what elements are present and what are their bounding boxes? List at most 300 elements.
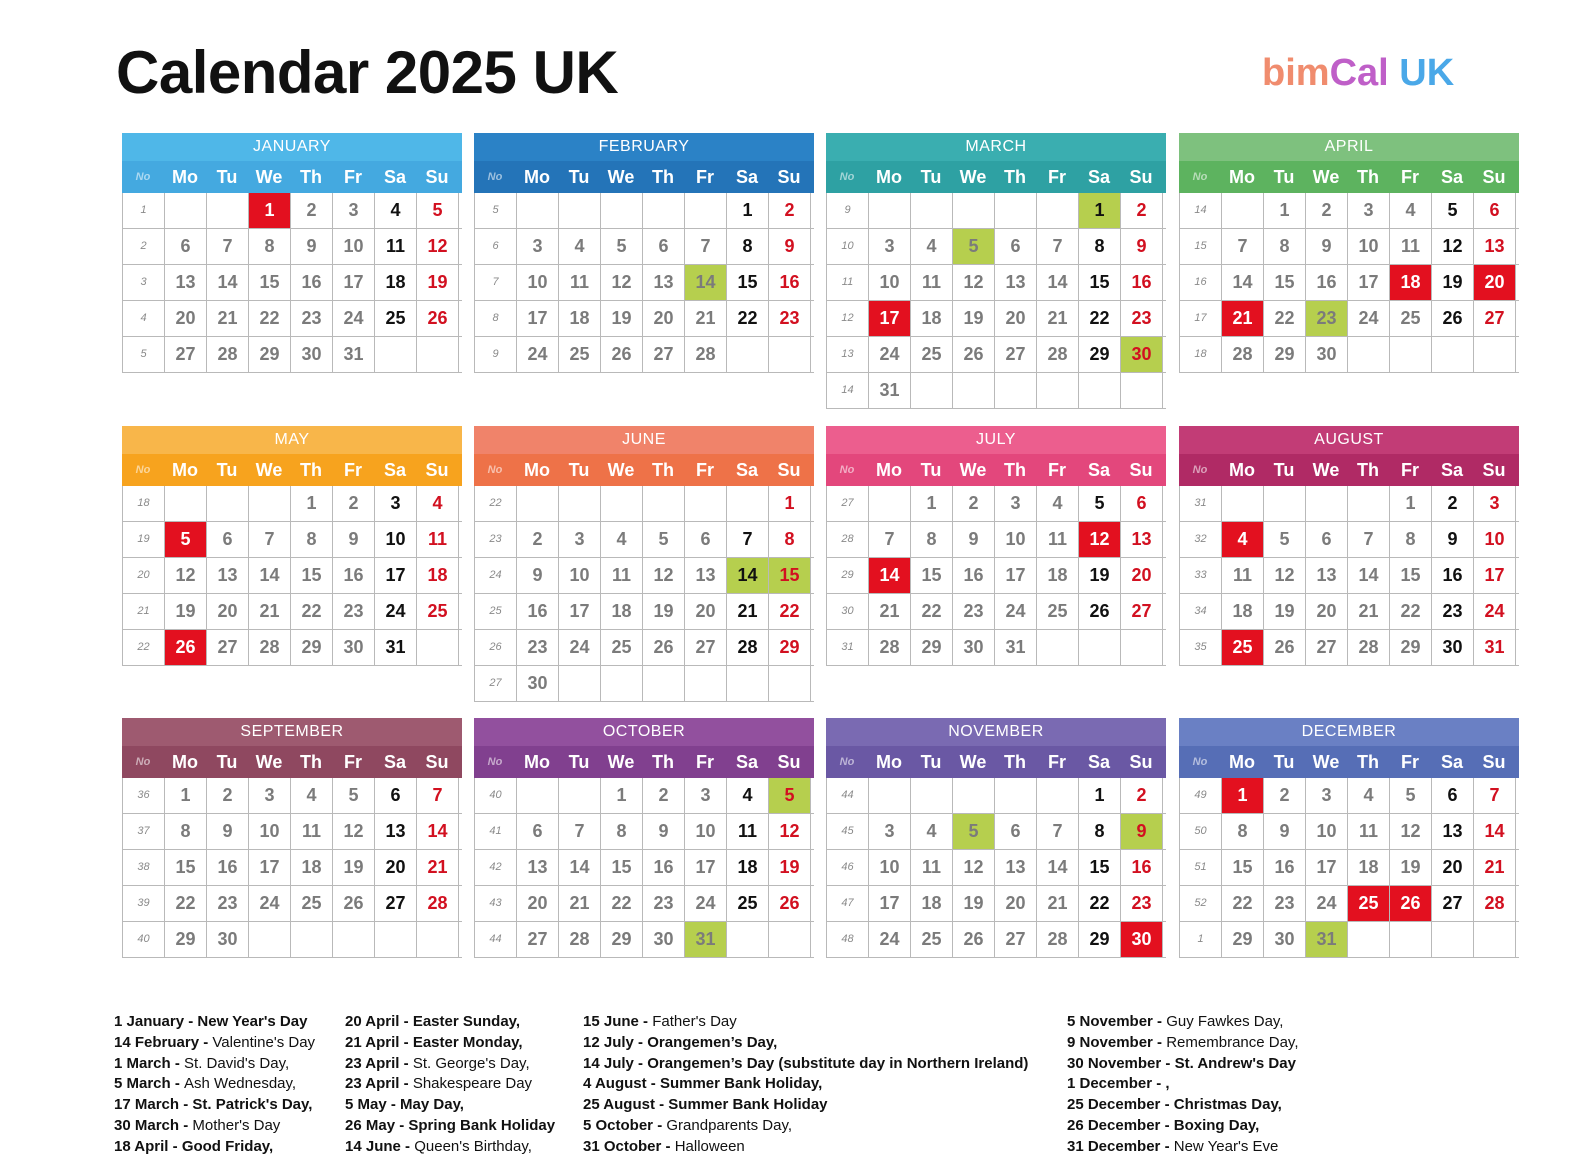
day-cell[interactable]: 11 — [1390, 229, 1432, 264]
day-cell[interactable]: 25 — [1390, 301, 1432, 336]
day-cell[interactable]: 26 — [1432, 301, 1474, 336]
day-cell[interactable]: 6 — [1432, 778, 1474, 813]
day-cell[interactable]: 1 — [1390, 486, 1432, 521]
day-cell[interactable]: 17 — [333, 265, 375, 300]
day-cell[interactable]: 29 — [1264, 337, 1306, 372]
day-cell[interactable]: 27 — [207, 630, 249, 665]
day-cell[interactable]: 27 — [643, 337, 685, 372]
day-cell[interactable]: 30 — [953, 630, 995, 665]
day-cell[interactable]: 27 — [1474, 301, 1516, 336]
day-cell[interactable]: 3 — [869, 229, 911, 264]
day-cell[interactable]: 27 — [517, 922, 559, 957]
day-cell[interactable]: 4 — [1222, 522, 1264, 557]
day-cell[interactable]: 4 — [727, 778, 769, 813]
day-cell[interactable]: 17 — [1306, 850, 1348, 885]
day-cell[interactable]: 18 — [727, 850, 769, 885]
day-cell[interactable]: 3 — [559, 522, 601, 557]
day-cell[interactable]: 5 — [601, 229, 643, 264]
day-cell[interactable]: 23 — [517, 630, 559, 665]
day-cell[interactable]: 7 — [685, 229, 727, 264]
day-cell[interactable]: 19 — [1264, 594, 1306, 629]
day-cell[interactable]: 30 — [1121, 337, 1163, 372]
day-cell[interactable]: 26 — [333, 886, 375, 921]
day-cell[interactable]: 24 — [869, 337, 911, 372]
day-cell[interactable]: 29 — [1390, 630, 1432, 665]
day-cell[interactable]: 31 — [869, 373, 911, 408]
day-cell[interactable]: 20 — [643, 301, 685, 336]
day-cell[interactable]: 12 — [643, 558, 685, 593]
day-cell[interactable]: 8 — [1079, 229, 1121, 264]
day-cell[interactable]: 6 — [1121, 486, 1163, 521]
day-cell[interactable]: 22 — [165, 886, 207, 921]
day-cell[interactable]: 4 — [559, 229, 601, 264]
day-cell[interactable]: 28 — [1474, 886, 1516, 921]
day-cell[interactable]: 19 — [417, 265, 459, 300]
day-cell[interactable]: 23 — [1121, 886, 1163, 921]
day-cell[interactable]: 5 — [1079, 486, 1121, 521]
day-cell[interactable]: 12 — [1079, 522, 1121, 557]
day-cell[interactable]: 6 — [375, 778, 417, 813]
day-cell[interactable]: 19 — [769, 850, 811, 885]
day-cell[interactable]: 10 — [559, 558, 601, 593]
day-cell[interactable]: 1 — [291, 486, 333, 521]
day-cell[interactable]: 14 — [1474, 814, 1516, 849]
day-cell[interactable]: 23 — [1432, 594, 1474, 629]
day-cell[interactable]: 3 — [1474, 486, 1516, 521]
day-cell[interactable]: 23 — [291, 301, 333, 336]
day-cell[interactable]: 24 — [685, 886, 727, 921]
day-cell[interactable]: 2 — [1306, 193, 1348, 228]
day-cell[interactable]: 12 — [165, 558, 207, 593]
day-cell[interactable]: 21 — [559, 886, 601, 921]
day-cell[interactable]: 28 — [1037, 922, 1079, 957]
day-cell[interactable]: 22 — [291, 594, 333, 629]
day-cell[interactable]: 16 — [517, 594, 559, 629]
day-cell[interactable]: 18 — [1222, 594, 1264, 629]
day-cell[interactable]: 29 — [601, 922, 643, 957]
day-cell[interactable]: 14 — [1222, 265, 1264, 300]
day-cell[interactable]: 7 — [1474, 778, 1516, 813]
day-cell[interactable]: 14 — [1037, 265, 1079, 300]
day-cell[interactable]: 24 — [375, 594, 417, 629]
day-cell[interactable]: 15 — [165, 850, 207, 885]
day-cell[interactable]: 15 — [769, 558, 811, 593]
day-cell[interactable]: 20 — [207, 594, 249, 629]
day-cell[interactable]: 6 — [165, 229, 207, 264]
day-cell[interactable]: 8 — [249, 229, 291, 264]
day-cell[interactable]: 19 — [953, 886, 995, 921]
day-cell[interactable]: 21 — [685, 301, 727, 336]
day-cell[interactable]: 16 — [1121, 265, 1163, 300]
day-cell[interactable]: 15 — [291, 558, 333, 593]
day-cell[interactable]: 29 — [1079, 337, 1121, 372]
day-cell[interactable]: 1 — [249, 193, 291, 228]
day-cell[interactable]: 13 — [685, 558, 727, 593]
day-cell[interactable]: 13 — [995, 265, 1037, 300]
day-cell[interactable]: 9 — [1121, 229, 1163, 264]
day-cell[interactable]: 20 — [517, 886, 559, 921]
day-cell[interactable]: 28 — [1037, 337, 1079, 372]
day-cell[interactable]: 6 — [995, 229, 1037, 264]
day-cell[interactable]: 26 — [1390, 886, 1432, 921]
day-cell[interactable]: 8 — [1264, 229, 1306, 264]
day-cell[interactable]: 2 — [769, 193, 811, 228]
day-cell[interactable]: 28 — [727, 630, 769, 665]
day-cell[interactable]: 22 — [1264, 301, 1306, 336]
day-cell[interactable]: 27 — [375, 886, 417, 921]
day-cell[interactable]: 23 — [643, 886, 685, 921]
day-cell[interactable]: 5 — [1390, 778, 1432, 813]
day-cell[interactable]: 20 — [1432, 850, 1474, 885]
day-cell[interactable]: 7 — [869, 522, 911, 557]
day-cell[interactable]: 14 — [685, 265, 727, 300]
day-cell[interactable]: 7 — [559, 814, 601, 849]
day-cell[interactable]: 23 — [207, 886, 249, 921]
day-cell[interactable]: 4 — [1390, 193, 1432, 228]
day-cell[interactable]: 24 — [869, 922, 911, 957]
day-cell[interactable]: 24 — [249, 886, 291, 921]
day-cell[interactable]: 14 — [727, 558, 769, 593]
day-cell[interactable]: 2 — [1121, 778, 1163, 813]
day-cell[interactable]: 22 — [911, 594, 953, 629]
day-cell[interactable]: 29 — [911, 630, 953, 665]
day-cell[interactable]: 10 — [995, 522, 1037, 557]
day-cell[interactable]: 20 — [995, 301, 1037, 336]
day-cell[interactable]: 18 — [911, 886, 953, 921]
day-cell[interactable]: 20 — [165, 301, 207, 336]
day-cell[interactable]: 29 — [769, 630, 811, 665]
day-cell[interactable]: 18 — [1037, 558, 1079, 593]
day-cell[interactable]: 11 — [559, 265, 601, 300]
day-cell[interactable]: 21 — [1348, 594, 1390, 629]
day-cell[interactable]: 22 — [1390, 594, 1432, 629]
day-cell[interactable]: 26 — [417, 301, 459, 336]
day-cell[interactable]: 16 — [333, 558, 375, 593]
day-cell[interactable]: 10 — [1306, 814, 1348, 849]
day-cell[interactable]: 26 — [953, 922, 995, 957]
day-cell[interactable]: 31 — [995, 630, 1037, 665]
day-cell[interactable]: 31 — [1306, 922, 1348, 957]
day-cell[interactable]: 8 — [165, 814, 207, 849]
day-cell[interactable]: 19 — [953, 301, 995, 336]
day-cell[interactable]: 27 — [1121, 594, 1163, 629]
day-cell[interactable]: 14 — [559, 850, 601, 885]
day-cell[interactable]: 30 — [333, 630, 375, 665]
day-cell[interactable]: 5 — [1432, 193, 1474, 228]
day-cell[interactable]: 18 — [417, 558, 459, 593]
day-cell[interactable]: 2 — [1432, 486, 1474, 521]
day-cell[interactable]: 18 — [601, 594, 643, 629]
day-cell[interactable]: 7 — [207, 229, 249, 264]
day-cell[interactable]: 26 — [601, 337, 643, 372]
day-cell[interactable]: 31 — [375, 630, 417, 665]
day-cell[interactable]: 17 — [517, 301, 559, 336]
day-cell[interactable]: 16 — [643, 850, 685, 885]
day-cell[interactable]: 2 — [1121, 193, 1163, 228]
day-cell[interactable]: 26 — [1264, 630, 1306, 665]
day-cell[interactable]: 10 — [869, 850, 911, 885]
day-cell[interactable]: 5 — [953, 814, 995, 849]
brand-logo[interactable] — [1262, 52, 1454, 95]
day-cell[interactable]: 1 — [601, 778, 643, 813]
day-cell[interactable]: 15 — [727, 265, 769, 300]
day-cell[interactable]: 26 — [953, 337, 995, 372]
day-cell[interactable]: 15 — [1264, 265, 1306, 300]
day-cell[interactable]: 4 — [601, 522, 643, 557]
day-cell[interactable]: 4 — [1037, 486, 1079, 521]
day-cell[interactable]: 2 — [953, 486, 995, 521]
day-cell[interactable]: 17 — [1474, 558, 1516, 593]
day-cell[interactable]: 17 — [995, 558, 1037, 593]
day-cell[interactable]: 25 — [1222, 630, 1264, 665]
day-cell[interactable]: 2 — [643, 778, 685, 813]
day-cell[interactable]: 6 — [643, 229, 685, 264]
day-cell[interactable]: 10 — [333, 229, 375, 264]
day-cell[interactable]: 14 — [869, 558, 911, 593]
day-cell[interactable]: 17 — [1348, 265, 1390, 300]
day-cell[interactable]: 1 — [769, 486, 811, 521]
day-cell[interactable]: 19 — [1079, 558, 1121, 593]
day-cell[interactable]: 9 — [643, 814, 685, 849]
day-cell[interactable]: 17 — [559, 594, 601, 629]
day-cell[interactable]: 11 — [1348, 814, 1390, 849]
day-cell[interactable]: 9 — [1306, 229, 1348, 264]
day-cell[interactable]: 16 — [291, 265, 333, 300]
day-cell[interactable]: 18 — [911, 301, 953, 336]
day-cell[interactable]: 16 — [1432, 558, 1474, 593]
day-cell[interactable]: 28 — [559, 922, 601, 957]
day-cell[interactable]: 6 — [1306, 522, 1348, 557]
day-cell[interactable]: 12 — [769, 814, 811, 849]
day-cell[interactable]: 22 — [727, 301, 769, 336]
day-cell[interactable]: 14 — [207, 265, 249, 300]
day-cell[interactable]: 31 — [685, 922, 727, 957]
day-cell[interactable]: 5 — [643, 522, 685, 557]
day-cell[interactable]: 22 — [1079, 301, 1121, 336]
day-cell[interactable]: 6 — [1474, 193, 1516, 228]
day-cell[interactable]: 17 — [685, 850, 727, 885]
day-cell[interactable]: 5 — [417, 193, 459, 228]
day-cell[interactable]: 7 — [417, 778, 459, 813]
day-cell[interactable]: 8 — [769, 522, 811, 557]
day-cell[interactable]: 2 — [517, 522, 559, 557]
day-cell[interactable]: 25 — [291, 886, 333, 921]
day-cell[interactable]: 1 — [165, 778, 207, 813]
day-cell[interactable]: 10 — [1474, 522, 1516, 557]
day-cell[interactable]: 29 — [1222, 922, 1264, 957]
day-cell[interactable]: 25 — [727, 886, 769, 921]
day-cell[interactable]: 16 — [207, 850, 249, 885]
day-cell[interactable]: 24 — [333, 301, 375, 336]
day-cell[interactable]: 18 — [375, 265, 417, 300]
day-cell[interactable]: 21 — [1474, 850, 1516, 885]
day-cell[interactable]: 16 — [1264, 850, 1306, 885]
day-cell[interactable]: 5 — [1264, 522, 1306, 557]
day-cell[interactable]: 20 — [1306, 594, 1348, 629]
day-cell[interactable]: 13 — [1432, 814, 1474, 849]
day-cell[interactable]: 21 — [1222, 301, 1264, 336]
day-cell[interactable]: 18 — [1390, 265, 1432, 300]
day-cell[interactable]: 21 — [869, 594, 911, 629]
day-cell[interactable]: 15 — [249, 265, 291, 300]
day-cell[interactable]: 21 — [1037, 301, 1079, 336]
day-cell[interactable]: 8 — [1079, 814, 1121, 849]
day-cell[interactable]: 2 — [333, 486, 375, 521]
day-cell[interactable]: 13 — [995, 850, 1037, 885]
day-cell[interactable]: 12 — [601, 265, 643, 300]
day-cell[interactable]: 8 — [291, 522, 333, 557]
day-cell[interactable]: 1 — [1079, 778, 1121, 813]
day-cell[interactable]: 26 — [1079, 594, 1121, 629]
day-cell[interactable]: 10 — [517, 265, 559, 300]
day-cell[interactable]: 15 — [601, 850, 643, 885]
day-cell[interactable]: 10 — [1348, 229, 1390, 264]
day-cell[interactable]: 11 — [1037, 522, 1079, 557]
day-cell[interactable]: 2 — [291, 193, 333, 228]
day-cell[interactable]: 30 — [1121, 922, 1163, 957]
day-cell[interactable]: 14 — [1348, 558, 1390, 593]
day-cell[interactable]: 25 — [417, 594, 459, 629]
day-cell[interactable]: 13 — [165, 265, 207, 300]
day-cell[interactable]: 28 — [417, 886, 459, 921]
day-cell[interactable]: 10 — [869, 265, 911, 300]
day-cell[interactable]: 25 — [1037, 594, 1079, 629]
day-cell[interactable]: 28 — [249, 630, 291, 665]
day-cell[interactable]: 20 — [995, 886, 1037, 921]
day-cell[interactable]: 8 — [1390, 522, 1432, 557]
day-cell[interactable]: 25 — [1348, 886, 1390, 921]
day-cell[interactable]: 26 — [769, 886, 811, 921]
day-cell[interactable]: 22 — [601, 886, 643, 921]
day-cell[interactable]: 5 — [333, 778, 375, 813]
day-cell[interactable]: 1 — [1079, 193, 1121, 228]
day-cell[interactable]: 20 — [1121, 558, 1163, 593]
day-cell[interactable]: 15 — [1390, 558, 1432, 593]
day-cell[interactable]: 12 — [417, 229, 459, 264]
day-cell[interactable]: 11 — [375, 229, 417, 264]
day-cell[interactable]: 7 — [1348, 522, 1390, 557]
day-cell[interactable]: 4 — [291, 778, 333, 813]
day-cell[interactable]: 6 — [995, 814, 1037, 849]
day-cell[interactable]: 9 — [1264, 814, 1306, 849]
day-cell[interactable]: 12 — [1390, 814, 1432, 849]
day-cell[interactable]: 25 — [375, 301, 417, 336]
day-cell[interactable]: 9 — [207, 814, 249, 849]
day-cell[interactable]: 30 — [1306, 337, 1348, 372]
day-cell[interactable]: 3 — [1348, 193, 1390, 228]
day-cell[interactable]: 30 — [207, 922, 249, 957]
day-cell[interactable]: 20 — [1474, 265, 1516, 300]
day-cell[interactable]: 4 — [1348, 778, 1390, 813]
day-cell[interactable]: 21 — [207, 301, 249, 336]
day-cell[interactable]: 27 — [685, 630, 727, 665]
day-cell[interactable]: 14 — [249, 558, 291, 593]
day-cell[interactable]: 9 — [769, 229, 811, 264]
day-cell[interactable]: 27 — [995, 922, 1037, 957]
day-cell[interactable]: 7 — [1222, 229, 1264, 264]
day-cell[interactable]: 22 — [249, 301, 291, 336]
day-cell[interactable]: 20 — [685, 594, 727, 629]
day-cell[interactable]: 24 — [559, 630, 601, 665]
day-cell[interactable]: 30 — [517, 666, 559, 701]
day-cell[interactable]: 16 — [769, 265, 811, 300]
day-cell[interactable]: 5 — [769, 778, 811, 813]
day-cell[interactable]: 22 — [769, 594, 811, 629]
day-cell[interactable]: 21 — [417, 850, 459, 885]
day-cell[interactable]: 16 — [1306, 265, 1348, 300]
day-cell[interactable]: 17 — [869, 301, 911, 336]
day-cell[interactable]: 20 — [375, 850, 417, 885]
day-cell[interactable]: 30 — [291, 337, 333, 372]
day-cell[interactable]: 29 — [249, 337, 291, 372]
day-cell[interactable]: 13 — [643, 265, 685, 300]
day-cell[interactable]: 24 — [517, 337, 559, 372]
day-cell[interactable]: 27 — [1306, 630, 1348, 665]
day-cell[interactable]: 15 — [1222, 850, 1264, 885]
day-cell[interactable]: 17 — [869, 886, 911, 921]
day-cell[interactable]: 15 — [1079, 265, 1121, 300]
day-cell[interactable]: 9 — [953, 522, 995, 557]
day-cell[interactable]: 15 — [911, 558, 953, 593]
day-cell[interactable]: 8 — [601, 814, 643, 849]
day-cell[interactable]: 28 — [1222, 337, 1264, 372]
day-cell[interactable]: 28 — [207, 337, 249, 372]
day-cell[interactable]: 2 — [1264, 778, 1306, 813]
day-cell[interactable]: 21 — [1037, 886, 1079, 921]
day-cell[interactable]: 23 — [1121, 301, 1163, 336]
day-cell[interactable]: 4 — [911, 229, 953, 264]
day-cell[interactable]: 19 — [601, 301, 643, 336]
day-cell[interactable]: 30 — [1264, 922, 1306, 957]
day-cell[interactable]: 11 — [1222, 558, 1264, 593]
day-cell[interactable]: 13 — [1306, 558, 1348, 593]
day-cell[interactable]: 23 — [1264, 886, 1306, 921]
day-cell[interactable]: 1 — [1264, 193, 1306, 228]
day-cell[interactable]: 8 — [911, 522, 953, 557]
day-cell[interactable]: 31 — [333, 337, 375, 372]
day-cell[interactable]: 26 — [165, 630, 207, 665]
day-cell[interactable]: 30 — [643, 922, 685, 957]
day-cell[interactable]: 7 — [727, 522, 769, 557]
day-cell[interactable]: 23 — [769, 301, 811, 336]
day-cell[interactable]: 29 — [1079, 922, 1121, 957]
day-cell[interactable]: 10 — [249, 814, 291, 849]
day-cell[interactable]: 11 — [911, 265, 953, 300]
day-cell[interactable]: 21 — [727, 594, 769, 629]
day-cell[interactable]: 1 — [727, 193, 769, 228]
day-cell[interactable]: 19 — [333, 850, 375, 885]
day-cell[interactable]: 9 — [333, 522, 375, 557]
day-cell[interactable]: 13 — [1474, 229, 1516, 264]
day-cell[interactable]: 8 — [1222, 814, 1264, 849]
day-cell[interactable]: 13 — [375, 814, 417, 849]
day-cell[interactable]: 16 — [1121, 850, 1163, 885]
day-cell[interactable]: 31 — [1474, 630, 1516, 665]
day-cell[interactable]: 11 — [601, 558, 643, 593]
day-cell[interactable]: 1 — [911, 486, 953, 521]
day-cell[interactable]: 4 — [375, 193, 417, 228]
day-cell[interactable]: 23 — [953, 594, 995, 629]
day-cell[interactable]: 23 — [1306, 301, 1348, 336]
day-cell[interactable]: 12 — [953, 265, 995, 300]
day-cell[interactable]: 19 — [1390, 850, 1432, 885]
day-cell[interactable]: 18 — [291, 850, 333, 885]
day-cell[interactable]: 24 — [1348, 301, 1390, 336]
day-cell[interactable]: 12 — [1264, 558, 1306, 593]
day-cell[interactable]: 18 — [1348, 850, 1390, 885]
day-cell[interactable]: 27 — [1432, 886, 1474, 921]
day-cell[interactable]: 9 — [1432, 522, 1474, 557]
